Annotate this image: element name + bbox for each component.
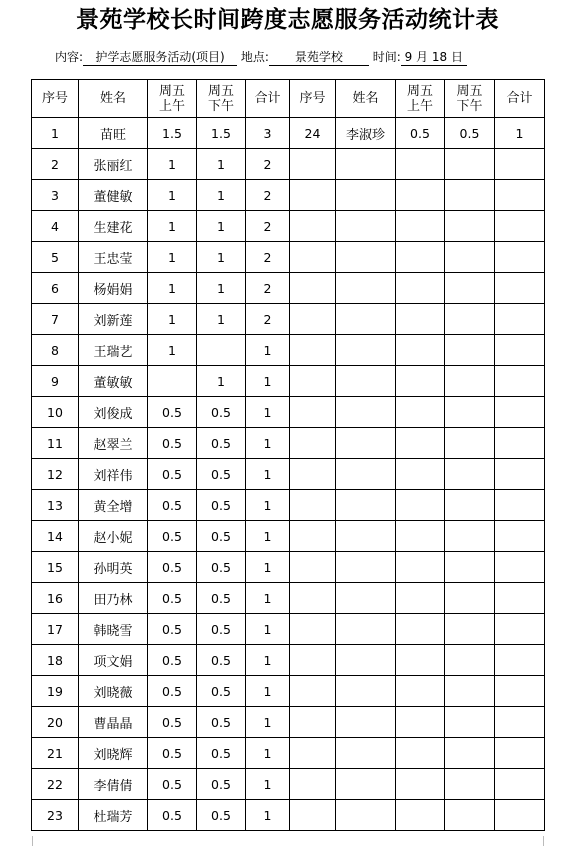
cell-total: 1 (246, 769, 290, 800)
cell-pm (445, 366, 495, 397)
cell-total (495, 676, 545, 707)
cell-name: 董健敏 (79, 180, 148, 211)
cell-total: 1 (246, 800, 290, 831)
cell-pm (445, 242, 495, 273)
cell-name (336, 676, 396, 707)
cell-am (396, 149, 445, 180)
cell-name: 田乃林 (79, 583, 148, 614)
cell-am (396, 769, 445, 800)
cell-name: 刘晓辉 (79, 738, 148, 769)
cell-am: 1 (148, 211, 197, 242)
cell-am (396, 335, 445, 366)
cell-name (336, 800, 396, 831)
cell-pm: 1 (197, 180, 246, 211)
cell-seq: 7 (32, 304, 79, 335)
cell-pm: 0.5 (197, 614, 246, 645)
cell-name (336, 149, 396, 180)
cell-seq (290, 428, 336, 459)
cell-seq (290, 583, 336, 614)
cell-name: 刘新莲 (79, 304, 148, 335)
cell-seq (290, 769, 336, 800)
cell-name (336, 304, 396, 335)
cell-am: 0.5 (148, 552, 197, 583)
cell-pm: 0.5 (197, 583, 246, 614)
cell-total (495, 521, 545, 552)
cell-total: 1 (246, 428, 290, 459)
cell-total: 1 (495, 118, 545, 149)
cell-am (396, 645, 445, 676)
cell-name: 赵翠兰 (79, 428, 148, 459)
cell-pm (445, 397, 495, 428)
column-header (148, 80, 197, 118)
cell-am: 0.5 (148, 397, 197, 428)
cell-name (336, 707, 396, 738)
table-row (32, 366, 545, 397)
column-header-line: 周五 (158, 83, 185, 99)
cell-seq: 18 (32, 645, 79, 676)
table-row (32, 614, 545, 645)
cell-name: 杨娟娟 (79, 273, 148, 304)
page-corner-mark (543, 836, 554, 846)
table-row (32, 583, 545, 614)
cell-pm: 1 (197, 211, 246, 242)
cell-total: 2 (246, 211, 290, 242)
cell-pm (445, 304, 495, 335)
cell-total: 1 (246, 366, 290, 397)
cell-total: 1 (246, 397, 290, 428)
cell-total (495, 583, 545, 614)
cell-am (396, 211, 445, 242)
cell-seq (290, 645, 336, 676)
column-header (495, 80, 545, 118)
cell-total (495, 366, 545, 397)
cell-am: 0.5 (148, 769, 197, 800)
cell-name (336, 211, 396, 242)
cell-seq: 15 (32, 552, 79, 583)
cell-am (396, 521, 445, 552)
cell-total (495, 149, 545, 180)
cell-am: 0.5 (148, 614, 197, 645)
cell-pm (445, 552, 495, 583)
cell-name: 李淑珍 (336, 118, 396, 149)
cell-pm (445, 180, 495, 211)
column-header-line: 周五 (207, 83, 234, 99)
cell-pm: 0.5 (197, 769, 246, 800)
cell-pm (445, 211, 495, 242)
cell-seq (290, 242, 336, 273)
cell-total: 1 (246, 521, 290, 552)
cell-am: 0.5 (148, 800, 197, 831)
cell-seq: 12 (32, 459, 79, 490)
location-label: 地点: (240, 50, 269, 64)
cell-am: 1.5 (148, 118, 197, 149)
table-row (32, 242, 545, 273)
table-row (32, 490, 545, 521)
column-header (32, 80, 79, 118)
column-header (79, 80, 148, 118)
cell-total: 1 (246, 676, 290, 707)
table-row (32, 645, 545, 676)
cell-am: 1 (148, 273, 197, 304)
cell-am: 0.5 (148, 583, 197, 614)
volunteer-stats-table (31, 79, 545, 831)
cell-total: 2 (246, 273, 290, 304)
cell-seq (290, 149, 336, 180)
cell-name (336, 614, 396, 645)
cell-am: 0.5 (148, 707, 197, 738)
cell-name (336, 552, 396, 583)
cell-name: 张丽红 (79, 149, 148, 180)
cell-name (336, 335, 396, 366)
cell-seq (290, 614, 336, 645)
cell-pm: 0.5 (197, 645, 246, 676)
cell-am (396, 552, 445, 583)
cell-pm: 1.5 (197, 118, 246, 149)
cell-seq: 19 (32, 676, 79, 707)
column-header (246, 80, 290, 118)
cell-seq (290, 490, 336, 521)
cell-name (336, 366, 396, 397)
cell-am (148, 366, 197, 397)
cell-seq: 1 (32, 118, 79, 149)
cell-total: 1 (246, 707, 290, 738)
cell-pm (445, 800, 495, 831)
cell-total (495, 738, 545, 769)
cell-name (336, 459, 396, 490)
content-value: 护学志愿服务活动(项目) (83, 50, 237, 66)
table-row (32, 335, 545, 366)
cell-seq: 14 (32, 521, 79, 552)
cell-pm: 0.5 (197, 676, 246, 707)
cell-am (396, 676, 445, 707)
cell-pm (445, 428, 495, 459)
cell-pm (445, 149, 495, 180)
cell-total (495, 180, 545, 211)
cell-pm: 0.5 (197, 428, 246, 459)
cell-pm: 1 (197, 149, 246, 180)
cell-name (336, 738, 396, 769)
cell-pm: 0.5 (445, 118, 495, 149)
cell-seq: 17 (32, 614, 79, 645)
page-corner-mark (22, 836, 33, 846)
cell-total: 3 (246, 118, 290, 149)
cell-seq (290, 397, 336, 428)
column-header-line: 姓名 (99, 91, 126, 106)
cell-name: 生建花 (79, 211, 148, 242)
cell-am: 1 (148, 242, 197, 273)
content-label: 内容: (55, 50, 84, 64)
cell-seq: 10 (32, 397, 79, 428)
cell-am: 0.5 (148, 676, 197, 707)
cell-total: 1 (246, 645, 290, 676)
table-row (32, 428, 545, 459)
table-row (32, 180, 545, 211)
cell-am (396, 397, 445, 428)
cell-total (495, 614, 545, 645)
cell-seq (290, 521, 336, 552)
cell-total: 1 (246, 614, 290, 645)
table-header-row (32, 80, 545, 118)
table-row (32, 149, 545, 180)
cell-name: 杜瑞芳 (79, 800, 148, 831)
cell-seq: 21 (32, 738, 79, 769)
cell-name: 王瑞艺 (79, 335, 148, 366)
cell-seq: 2 (32, 149, 79, 180)
cell-am (396, 738, 445, 769)
cell-total: 1 (246, 738, 290, 769)
cell-pm (445, 583, 495, 614)
cell-seq (290, 552, 336, 583)
table-row (32, 707, 545, 738)
cell-pm (445, 738, 495, 769)
document-title: 景苑学校长时间跨度志愿服务活动统计表 (76, 6, 499, 33)
cell-name (336, 769, 396, 800)
cell-am: 0.5 (148, 428, 197, 459)
cell-total (495, 242, 545, 273)
cell-am: 0.5 (148, 459, 197, 490)
cell-pm: 0.5 (197, 397, 246, 428)
cell-seq: 3 (32, 180, 79, 211)
cell-total: 1 (246, 335, 290, 366)
cell-total (495, 428, 545, 459)
cell-seq (290, 738, 336, 769)
cell-total (495, 459, 545, 490)
cell-seq: 9 (32, 366, 79, 397)
column-header-line: 合计 (506, 91, 533, 106)
cell-am: 0.5 (148, 521, 197, 552)
cell-am: 0.5 (148, 490, 197, 521)
cell-total (495, 645, 545, 676)
cell-seq (290, 366, 336, 397)
cell-seq: 24 (290, 118, 336, 149)
cell-seq (290, 335, 336, 366)
cell-seq: 8 (32, 335, 79, 366)
cell-seq: 4 (32, 211, 79, 242)
column-header-line: 下午 (456, 98, 483, 114)
cell-total: 1 (246, 459, 290, 490)
cell-am (396, 707, 445, 738)
cell-am: 0.5 (148, 645, 197, 676)
table-row (32, 552, 545, 583)
cell-total (495, 490, 545, 521)
cell-name: 董敏敏 (79, 366, 148, 397)
column-header-line: 周五 (406, 83, 433, 99)
cell-seq: 20 (32, 707, 79, 738)
cell-am (396, 800, 445, 831)
time-label: 时间: (372, 50, 401, 64)
cell-name (336, 180, 396, 211)
cell-pm (445, 335, 495, 366)
cell-seq (290, 800, 336, 831)
cell-seq (290, 304, 336, 335)
cell-am: 1 (148, 335, 197, 366)
table-row (32, 211, 545, 242)
cell-total: 2 (246, 242, 290, 273)
cell-total (495, 397, 545, 428)
cell-total (495, 769, 545, 800)
cell-pm: 0.5 (197, 552, 246, 583)
cell-name: 苗旺 (79, 118, 148, 149)
table-row (32, 304, 545, 335)
table-row (32, 769, 545, 800)
cell-seq (290, 211, 336, 242)
cell-am (396, 366, 445, 397)
cell-seq: 22 (32, 769, 79, 800)
cell-seq: 23 (32, 800, 79, 831)
cell-total: 2 (246, 180, 290, 211)
cell-pm (197, 335, 246, 366)
cell-name (336, 273, 396, 304)
cell-am (396, 490, 445, 521)
cell-pm (445, 769, 495, 800)
cell-name: 刘俊成 (79, 397, 148, 428)
cell-name: 孙明英 (79, 552, 148, 583)
cell-pm (445, 273, 495, 304)
column-header-line: 周五 (456, 83, 483, 99)
cell-am (396, 180, 445, 211)
table-row (32, 800, 545, 831)
table-row (32, 397, 545, 428)
cell-name (336, 242, 396, 273)
column-header (197, 80, 246, 118)
cell-total (495, 800, 545, 831)
cell-am (396, 242, 445, 273)
cell-name (336, 583, 396, 614)
cell-pm: 0.5 (197, 521, 246, 552)
cell-name: 王忠莹 (79, 242, 148, 273)
cell-pm: 1 (197, 273, 246, 304)
column-header-line: 上午 (158, 98, 185, 114)
cell-pm: 1 (197, 304, 246, 335)
cell-seq (290, 459, 336, 490)
cell-name (336, 645, 396, 676)
column-header-line: 合计 (254, 91, 281, 106)
cell-total (495, 335, 545, 366)
cell-pm: 0.5 (197, 490, 246, 521)
cell-am: 1 (148, 149, 197, 180)
cell-seq (290, 707, 336, 738)
activity-info-line (55, 48, 467, 66)
cell-name: 刘晓薇 (79, 676, 148, 707)
cell-total (495, 552, 545, 583)
column-header-line: 序号 (299, 91, 326, 106)
cell-seq: 5 (32, 242, 79, 273)
cell-total: 1 (246, 490, 290, 521)
cell-total (495, 707, 545, 738)
cell-am: 0.5 (396, 118, 445, 149)
cell-name (336, 490, 396, 521)
cell-seq: 11 (32, 428, 79, 459)
cell-pm (445, 490, 495, 521)
cell-am (396, 273, 445, 304)
cell-pm (445, 614, 495, 645)
cell-name: 李倩倩 (79, 769, 148, 800)
column-header (290, 80, 336, 118)
cell-pm: 1 (197, 366, 246, 397)
cell-am (396, 428, 445, 459)
table-row (32, 273, 545, 304)
cell-total (495, 304, 545, 335)
cell-pm (445, 676, 495, 707)
cell-pm (445, 707, 495, 738)
cell-am: 0.5 (148, 738, 197, 769)
cell-seq (290, 180, 336, 211)
table-body (32, 118, 545, 831)
cell-total (495, 211, 545, 242)
column-header-line: 下午 (207, 98, 234, 114)
column-header (336, 80, 396, 118)
table-row (32, 521, 545, 552)
cell-pm: 1 (197, 242, 246, 273)
cell-pm: 0.5 (197, 738, 246, 769)
cell-name: 黄全增 (79, 490, 148, 521)
cell-total: 1 (246, 583, 290, 614)
cell-name (336, 428, 396, 459)
cell-seq: 13 (32, 490, 79, 521)
cell-total: 2 (246, 304, 290, 335)
column-header-line: 序号 (41, 91, 68, 106)
cell-pm (445, 459, 495, 490)
cell-am: 1 (148, 180, 197, 211)
column-header-line: 姓名 (352, 91, 379, 106)
cell-seq (290, 676, 336, 707)
cell-pm (445, 645, 495, 676)
cell-total (495, 273, 545, 304)
cell-name: 项文娟 (79, 645, 148, 676)
cell-name (336, 397, 396, 428)
table-row (32, 459, 545, 490)
cell-total: 2 (246, 149, 290, 180)
cell-am (396, 304, 445, 335)
table-row (32, 118, 545, 149)
column-header-line: 上午 (406, 98, 433, 114)
cell-am (396, 583, 445, 614)
location-value: 景苑学校 (269, 50, 369, 66)
cell-am (396, 459, 445, 490)
cell-pm: 0.5 (197, 707, 246, 738)
table-row (32, 676, 545, 707)
cell-pm (445, 521, 495, 552)
cell-pm: 0.5 (197, 459, 246, 490)
cell-pm: 0.5 (197, 800, 246, 831)
cell-name: 赵小妮 (79, 521, 148, 552)
table-row (32, 738, 545, 769)
cell-name: 曹晶晶 (79, 707, 148, 738)
cell-name (336, 521, 396, 552)
cell-am: 1 (148, 304, 197, 335)
cell-am (396, 614, 445, 645)
column-header (445, 80, 495, 118)
cell-total: 1 (246, 552, 290, 583)
cell-seq: 16 (32, 583, 79, 614)
cell-name: 刘祥伟 (79, 459, 148, 490)
column-header (396, 80, 445, 118)
time-value: 9 月 18 日 (401, 50, 467, 66)
cell-seq (290, 273, 336, 304)
cell-seq: 6 (32, 273, 79, 304)
cell-name: 韩晓雪 (79, 614, 148, 645)
